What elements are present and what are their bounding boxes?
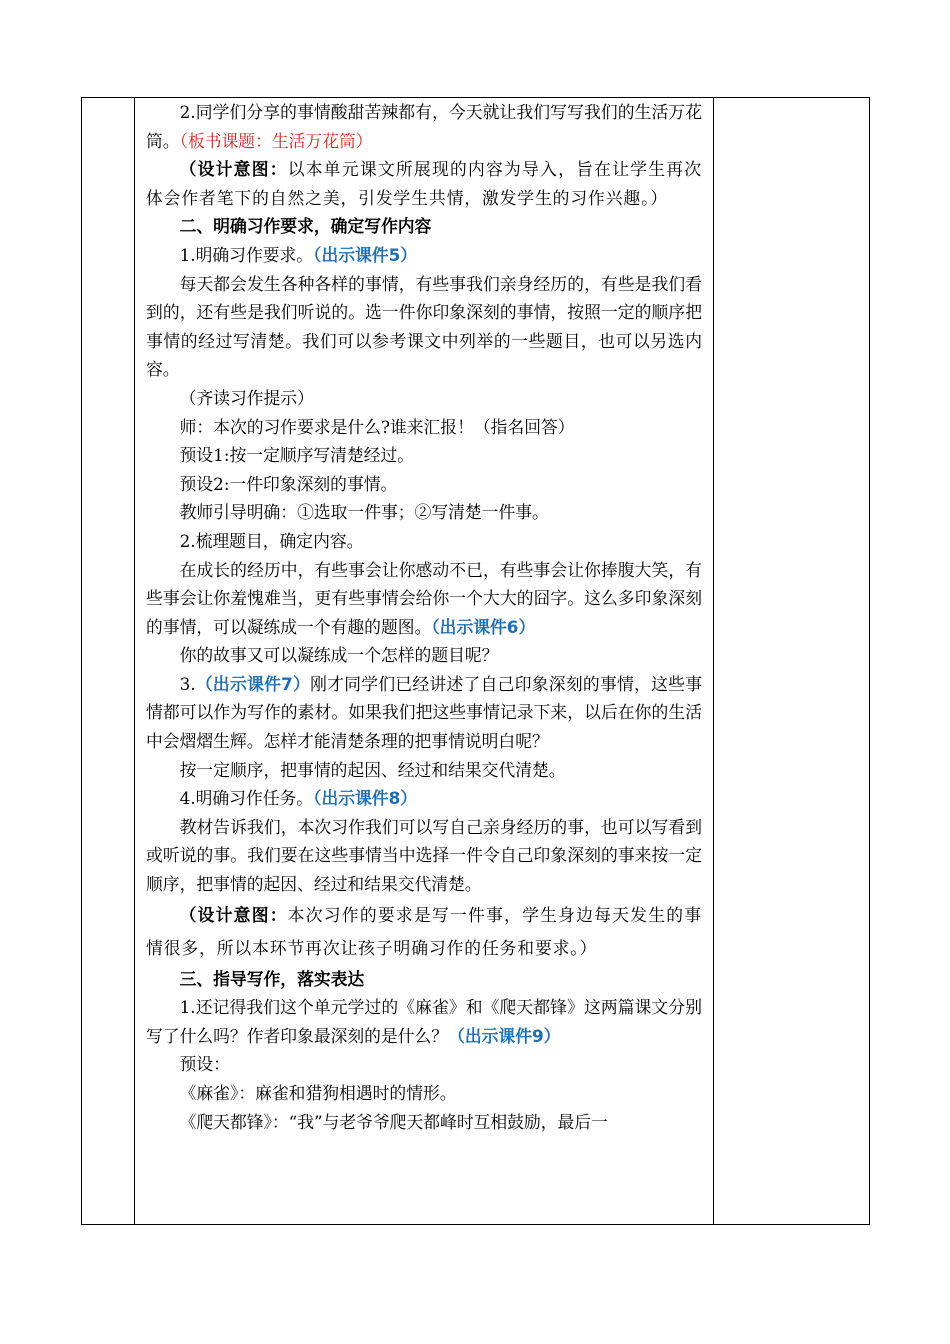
paragraph: 教师引导明确：①选取一件事；②写清楚一件事。 xyxy=(179,502,549,523)
courseware-ref: （出示课件7） xyxy=(195,673,311,694)
courseware-ref: （出示课件9） xyxy=(448,1025,561,1046)
courseware-ref: （出示课件5） xyxy=(313,244,418,265)
paragraph: 教材告诉我们，本次习作我们可以写自己亲身经历的事，也可以写看到或听说的事。我们要在这些事情当中选择一件令自己印象深刻的事来按一定顺序，把事情的起因、经过和结果交代清楚。 xyxy=(146,816,702,895)
left-margin-cell xyxy=(82,98,135,1225)
paragraph: 按一定顺序，把事情的起因、经过和结果交代清楚。 xyxy=(179,759,566,780)
paragraph: 预设： xyxy=(179,1054,230,1075)
design-intent-paragraph: （设计意图：以本单元课文所展现的内容为导入，旨在让学生再次体会作者笔下的自然之美，引发学生共情，激发学生的习作兴趣。） xyxy=(146,159,702,208)
paragraph: （齐读习作提示） xyxy=(179,387,314,408)
courseware-ref: （出示课件8） xyxy=(313,788,418,809)
paragraph: 每天都会发生各种各样的事情，有些事我们亲身经历的，有些是我们看到的，还有些是我们听说的。选一件你印象深刻的事情，按照一定的顺序把事情的经过写清楚。我们可以参考课文中列举的一些题目，也可以另选内容。 xyxy=(146,273,702,380)
paragraph: 1.还记得我们这个单元学过的《麻雀》和《爬天都锋》这两篇课文分别写了什么吗？作者印象最深刻的是什么？（出示课件9） xyxy=(146,997,702,1046)
paragraph: 3.（出示课件7）刚才同学们已经讲述了自己印象深刻的事情，这些事情都可以作为写作的素材。如果我们把这些事情记录下来，以后在你的生活中会熠熠生辉。怎样才能清楚条理的把事情说明白呢？ xyxy=(146,673,702,752)
lesson-plan-table xyxy=(81,97,870,1225)
board-title-note: （板书课题：生活万花筒） xyxy=(179,130,373,151)
paragraph: 在成长的经历中，有些事会让你感动不已，有些事会让你捧腹大笑，有些事会让你羞愧难当，更有些事情会给你一个大大的囧字。这么多印象深刻的事情，可以凝练成一个有趣的题图。（出示课件6） xyxy=(146,559,702,637)
paragraph: 《麻雀》：麻雀和猎狗相遇时的情形。 xyxy=(179,1083,457,1103)
section-heading-3: 三、指导写作，落实表达 xyxy=(179,968,365,989)
paragraph: 预设1:按一定顺序写清楚经过。 xyxy=(179,445,415,466)
paragraph: 预设2:一件印象深刻的事情。 xyxy=(179,473,398,494)
paragraph: 1.明确习作要求。（出示课件5） xyxy=(179,244,418,265)
section-heading-2: 二、明确习作要求，确定写作内容 xyxy=(179,216,432,237)
teaching-process-cell xyxy=(135,98,714,1225)
paragraph: 你的故事又可以凝练成一个怎样的题目呢？ xyxy=(179,645,499,666)
paragraph: 2.梳理题目，确定内容。 xyxy=(179,530,364,551)
right-notes-cell xyxy=(714,98,870,1225)
design-intent-paragraph: （设计意图：本次习作的要求是写一件事，学生身边每天发生的事情很多，所以本环节再次让孩子明确习作的任务和要求。） xyxy=(146,904,702,958)
paragraph: 《爬天都锋》：“我”与老爷爷爬天都峰时互相鼓励，最后一 xyxy=(179,1111,608,1132)
paragraph: 2.同学们分享的事情酸甜苦辣都有，今天就让我们写写我们的生活万花筒。（板书课题：生活万花筒） xyxy=(146,102,702,151)
paragraph: 师：本次的习作要求是什么?谁来汇报！（指名回答） xyxy=(179,416,575,437)
paragraph: 4.明确习作任务。（出示课件8） xyxy=(179,788,418,809)
courseware-ref: （出示课件6） xyxy=(431,616,536,637)
